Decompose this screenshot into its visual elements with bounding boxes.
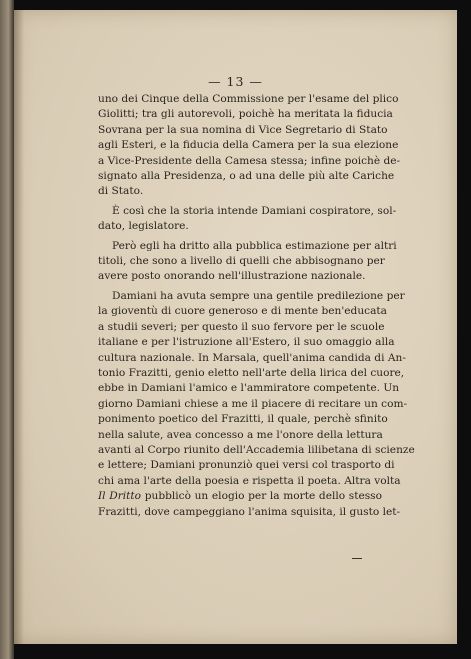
paragraph-2 xyxy=(98,204,397,235)
text-line: giorno Damiani chiese a me il piacere di recitare un com- xyxy=(98,397,408,410)
text-line: titoli, che sono a livello di quelli che abbisognano per xyxy=(98,255,385,268)
text-line: agli Esteri, e la fiducia della Camera per la sua elezione xyxy=(98,139,399,152)
text-line: Però egli ha dritto alla pubblica estimazione per altri xyxy=(112,239,397,252)
text-line xyxy=(98,489,382,504)
text-line-rest: pubblicò un elogio per la morte dello stesso xyxy=(141,490,382,503)
text-line: Frazitti, dove campeggiano l'anima squisita, il gusto let- xyxy=(98,505,401,518)
text-line: Damiani ha avuta sempre una gentile predilezione per xyxy=(112,289,405,302)
text-line: tonio Frazitti, genio eletto nell'arte della lirica del cuore, xyxy=(98,366,405,379)
text-line: signato alla Presidenza, o ad una delle più alte Cariche xyxy=(98,170,395,183)
text-line: avanti al Corpo riunito dell'Accademia lilibetana di scienze xyxy=(98,443,415,456)
paragraph-3 xyxy=(98,239,397,285)
text-line: a Vice-Presidente della Camesa stessa; infine poichè de- xyxy=(98,154,401,167)
body-text xyxy=(98,92,415,524)
previous-page-edge xyxy=(0,0,14,659)
binding-shadow xyxy=(14,10,24,644)
text-line: ebbe in Damiani l'amico e l'ammiratore competente. Un xyxy=(98,382,400,395)
text-line: nella salute, avea concesso a me l'onore della lettura xyxy=(98,428,383,441)
text-line: dato, legislatore. xyxy=(98,220,189,233)
paragraph-1 xyxy=(98,92,401,200)
text-line: avere posto onorando nell'illustrazione nazionale. xyxy=(98,270,366,283)
text-line: È così che la storia intende Damiani cospiratore, sol- xyxy=(112,204,397,217)
newspaper-title: Il Dritto xyxy=(98,490,142,503)
paragraph-4 xyxy=(98,289,415,520)
text-line: chi ama l'arte della poesia e rispetta il poeta. Altra volta xyxy=(98,474,401,487)
text-line: di Stato. xyxy=(98,185,144,198)
text-line: Giolitti; tra gli autorevoli, poichè ha meritata la fiducia xyxy=(98,108,393,121)
text-line: a studii severi; per questo il suo fervore per le scuole xyxy=(98,320,385,333)
text-line: Sovrana per la sua nomina di Vice Segretario di Stato xyxy=(98,123,388,136)
book-page xyxy=(14,10,457,644)
page-number: — 13 — xyxy=(208,74,263,89)
text-line: ponimento poetico del Frazitti, il quale, perchè sfinito xyxy=(98,413,388,426)
text-line: e lettere; Damiani pronunziò quei versi col trasporto di xyxy=(98,459,395,472)
text-line: italiane e per l'istruzione all'Estero, il suo omaggio alla xyxy=(98,336,395,349)
text-line: cultura nazionale. In Marsala, quell'anima candida di An- xyxy=(98,351,406,364)
text-line: la gioventù di cuore generoso e di mente ben'educata xyxy=(98,305,387,318)
catchword-dash xyxy=(352,558,362,559)
text-line: uno dei Cinque della Commissione per l'esame del plico xyxy=(98,93,399,105)
